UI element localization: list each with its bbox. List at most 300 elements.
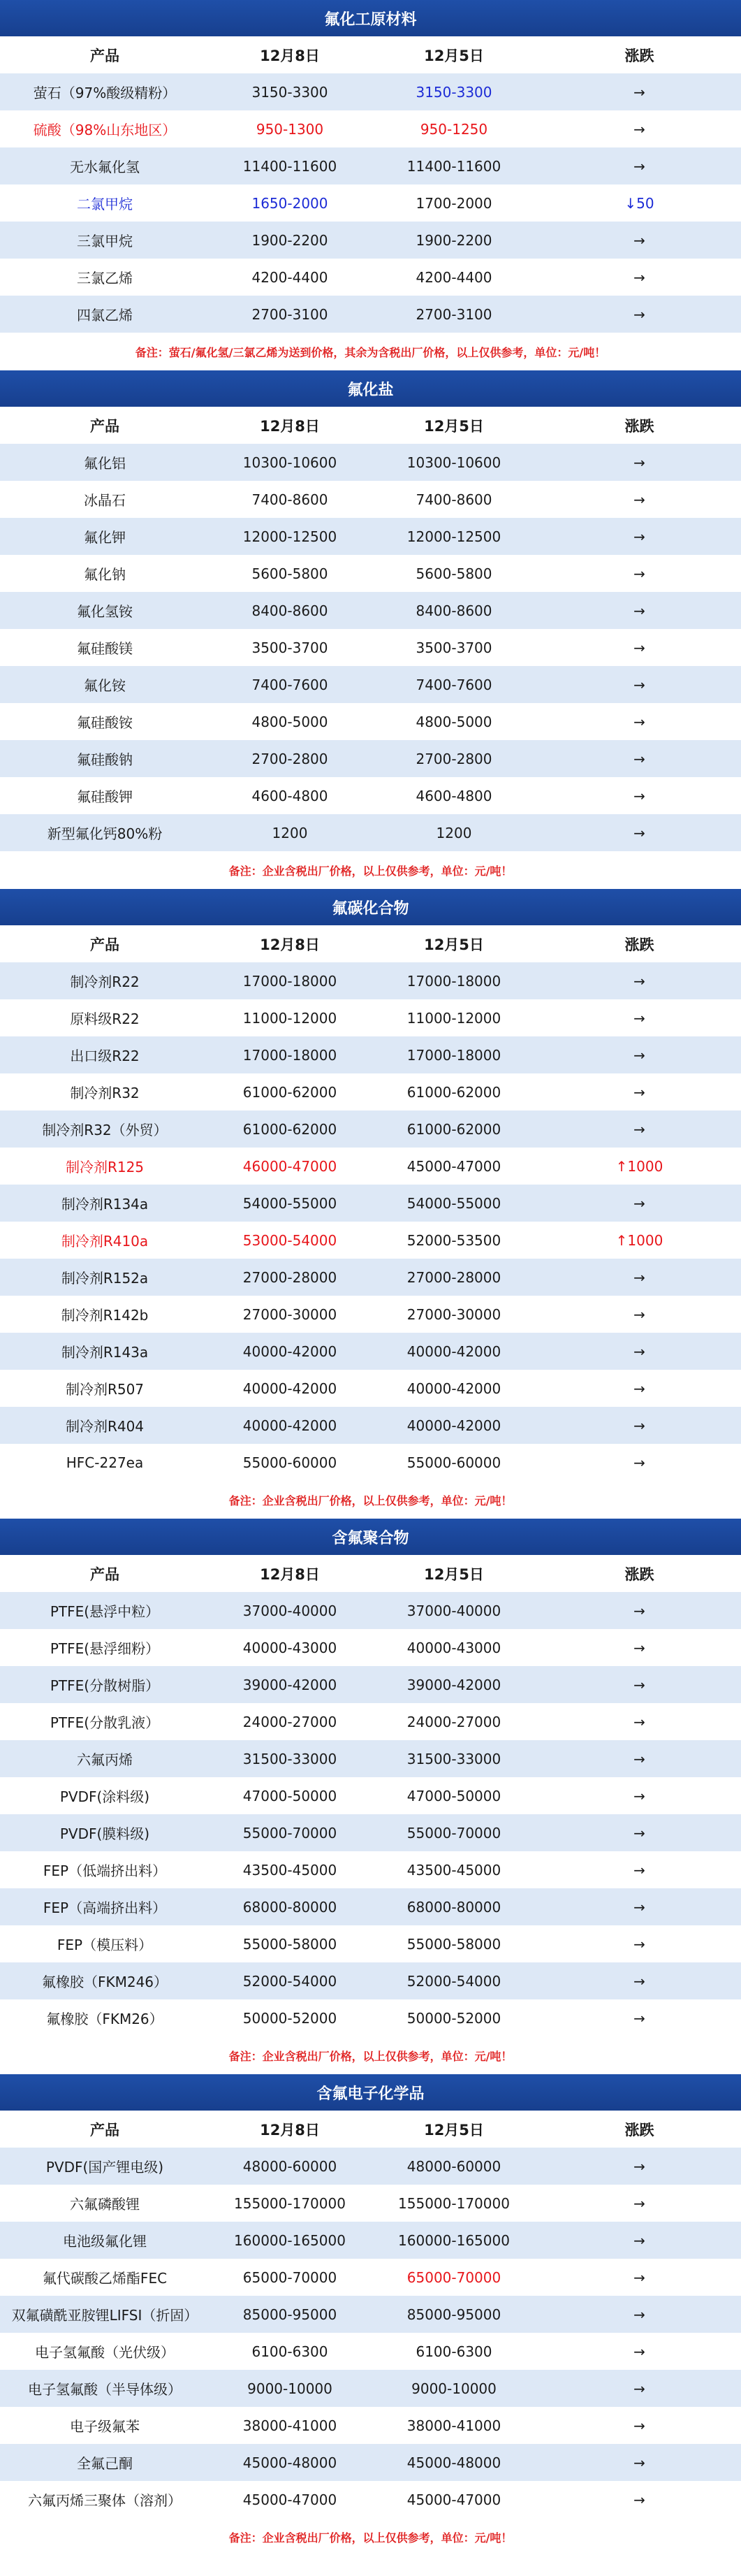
table-row	[0, 2444, 741, 2481]
column-header: 12月8日	[260, 936, 320, 953]
product-cell: 氟化铵	[84, 677, 126, 694]
price-dec5-cell: 1200	[436, 824, 472, 841]
product-cell: 冰晶石	[84, 492, 126, 509]
column-header: 涨跌	[624, 2121, 654, 2139]
change-cell: ↑1000	[615, 1157, 663, 1175]
price-dec8-cell: 2700-2800	[251, 750, 328, 767]
price-dec5-cell: 17000-18000	[406, 972, 501, 990]
table-row	[0, 1296, 741, 1333]
table-row	[0, 1777, 741, 1814]
table-row	[0, 1110, 741, 1148]
change-cell: →	[633, 2306, 645, 2323]
table-row	[0, 814, 741, 851]
price-dec8-cell: 61000-62000	[242, 1083, 337, 1101]
price-dec8-cell: 10300-10600	[242, 454, 337, 471]
price-dec8-cell: 43500-45000	[242, 1861, 337, 1879]
table-row	[0, 592, 741, 629]
product-cell: 氟化钠	[84, 566, 126, 583]
product-cell: 氟硅酸镁	[77, 640, 133, 657]
table-row	[0, 740, 741, 777]
price-dec5-cell: 54000-55000	[406, 1194, 501, 1212]
price-dec5-cell: 45000-47000	[406, 1157, 501, 1175]
table-row	[0, 1888, 741, 1925]
price-dec8-cell: 17000-18000	[242, 972, 337, 990]
change-cell: →	[633, 268, 645, 286]
price-dec5-cell: 40000-42000	[406, 1343, 501, 1360]
change-cell: →	[633, 2380, 645, 2397]
table-row	[0, 1222, 741, 1259]
change-cell: →	[633, 2454, 645, 2471]
price-dec5-cell: 7400-7600	[416, 676, 492, 693]
table-row	[0, 1999, 741, 2036]
product-cell: 氟橡胶（FKM246）	[41, 1974, 168, 1990]
table-row	[0, 2481, 741, 2518]
price-dec8-cell: 85000-95000	[242, 2306, 337, 2323]
product-cell: 氟代碳酸乙烯酯FEC	[42, 2270, 168, 2287]
price-dec5-cell: 40000-42000	[406, 1417, 501, 1434]
column-header: 12月5日	[424, 936, 484, 953]
section-title: 氟碳化合物	[0, 889, 741, 925]
price-dec8-cell: 68000-80000	[242, 1898, 337, 1916]
column-header: 涨跌	[624, 417, 654, 435]
price-dec5-cell: 6100-6300	[416, 2343, 492, 2360]
table-row	[0, 2296, 741, 2333]
product-cell: 二氯甲烷	[77, 196, 133, 212]
price-dec8-cell: 4800-5000	[251, 713, 328, 730]
price-dec5-cell: 12000-12500	[406, 528, 501, 545]
price-dec5-cell: 4600-4800	[416, 787, 492, 804]
table-row	[0, 444, 741, 481]
column-header: 涨跌	[624, 936, 654, 953]
section-note: 备注：企业含税出厂价格，以上仅供参考，单位：元/吨！	[228, 1493, 513, 1507]
product-cell: 全氟己酮	[77, 2455, 133, 2472]
price-dec5-cell: 160000-165000	[398, 2231, 510, 2249]
table-row	[0, 1148, 741, 1185]
product-cell: 制冷剂R507	[65, 1381, 145, 1398]
product-cell: 萤石（97%酸级精粉）	[33, 85, 177, 101]
price-dec5-cell: 37000-40000	[406, 1602, 501, 1619]
price-dec8-cell: 40000-42000	[242, 1417, 337, 1434]
section-note: 备注：萤石/氟化氢/三氯乙烯为送到价格，其余为含税出厂价格，以上仅供参考，单位：元/吨！	[135, 345, 606, 359]
price-dec5-cell: 45000-48000	[406, 2454, 501, 2471]
table-row	[0, 296, 741, 333]
change-cell: →	[633, 1935, 645, 1953]
table-row	[0, 1185, 741, 1222]
price-dec5-cell: 27000-28000	[406, 1268, 501, 1286]
table-header-row	[0, 2111, 741, 2148]
product-cell: 氟化铝	[84, 455, 126, 472]
price-dec8-cell: 12000-12500	[242, 528, 337, 545]
price-dec5-cell: 40000-43000	[406, 1639, 501, 1656]
price-dec8-cell: 1200	[272, 824, 308, 841]
change-cell: →	[633, 1824, 645, 1841]
price-dec5-cell: 4800-5000	[416, 713, 492, 730]
price-dec5-cell: 55000-58000	[406, 1935, 501, 1953]
price-dec5-cell: 7400-8600	[416, 491, 492, 508]
table-row	[0, 703, 741, 740]
price-dec8-cell: 40000-43000	[242, 1639, 337, 1656]
price-dec8-cell: 38000-41000	[242, 2417, 337, 2434]
table-row	[0, 666, 741, 703]
price-dec8-cell: 55000-70000	[242, 1824, 337, 1841]
product-cell: 三氯乙烯	[77, 270, 133, 287]
price-dec5-cell: 5600-5800	[416, 565, 492, 582]
table-row	[0, 962, 741, 999]
price-dec8-cell: 24000-27000	[242, 1713, 337, 1730]
price-dec8-cell: 46000-47000	[242, 1157, 337, 1175]
price-dec5-cell: 68000-80000	[406, 1898, 501, 1916]
price-dec8-cell: 45000-47000	[242, 2491, 337, 2508]
change-cell: →	[633, 1676, 645, 1693]
change-cell: ↑1000	[615, 1231, 663, 1249]
price-dec5-cell: 1700-2000	[416, 194, 492, 212]
column-header: 涨跌	[624, 1565, 654, 1583]
table-row	[0, 2222, 741, 2259]
change-cell: →	[633, 1454, 645, 1471]
price-dec5-cell: 24000-27000	[406, 1713, 501, 1730]
product-cell: 制冷剂R134a	[61, 1196, 149, 1213]
change-cell: →	[633, 639, 645, 656]
price-dec8-cell: 3150-3300	[251, 83, 328, 101]
price-dec8-cell: 55000-58000	[242, 1935, 337, 1953]
price-dec5-cell: 11000-12000	[406, 1009, 501, 1027]
product-cell: PTFE(悬浮中粒）	[50, 1603, 160, 1620]
price-dec8-cell: 11400-11600	[242, 157, 337, 175]
table-header-row	[0, 925, 741, 962]
product-cell: 四氯乙烯	[77, 307, 133, 324]
product-cell: 无水氟化氢	[70, 159, 140, 175]
change-cell: →	[633, 120, 645, 138]
table-row	[0, 2185, 741, 2222]
price-dec5-cell: 38000-41000	[406, 2417, 501, 2434]
price-dec5-cell: 47000-50000	[406, 1787, 501, 1804]
product-cell: 三氯甲烷	[77, 233, 133, 249]
change-cell: →	[633, 2231, 645, 2249]
change-cell: →	[633, 1268, 645, 1286]
change-cell: →	[633, 1380, 645, 1397]
product-cell: 电子氢氟酸（半导体级）	[28, 2381, 182, 2398]
price-dec8-cell: 9000-10000	[247, 2380, 332, 2397]
price-dec5-cell: 4200-4400	[416, 268, 492, 286]
price-dec5-cell: 65000-70000	[406, 2269, 501, 2286]
column-header: 12月5日	[424, 47, 484, 64]
table-row	[0, 1962, 741, 1999]
price-dec5-cell: 55000-70000	[406, 1824, 501, 1841]
change-cell: →	[633, 1343, 645, 1360]
table-row	[0, 518, 741, 555]
table-row	[0, 222, 741, 259]
price-dec8-cell: 1650-2000	[251, 194, 328, 212]
change-cell: →	[633, 1750, 645, 1767]
product-cell: 原料级R22	[70, 1011, 140, 1027]
price-dec8-cell: 4600-4800	[251, 787, 328, 804]
product-cell: 氟硅酸钾	[77, 788, 133, 805]
product-cell: 双氟磺酰亚胺锂LIFSI（折固）	[11, 2307, 198, 2324]
change-cell: →	[633, 1787, 645, 1804]
table-row	[0, 2148, 741, 2185]
change-cell: →	[633, 1046, 645, 1064]
price-dec5-cell: 3500-3700	[416, 639, 492, 656]
table-row	[0, 999, 741, 1036]
price-dec5-cell: 155000-170000	[398, 2194, 510, 2212]
table-row	[0, 73, 741, 110]
change-cell: →	[633, 713, 645, 730]
table-row	[0, 1259, 741, 1296]
product-cell: 氟化钾	[84, 529, 126, 546]
change-cell: →	[633, 1305, 645, 1323]
product-cell: PVDF(膜料级)	[59, 1825, 150, 1842]
price-dec8-cell: 52000-54000	[242, 1972, 337, 1990]
product-cell: 新型氟化钙80%粉	[47, 825, 163, 842]
table-row	[0, 1444, 741, 1481]
change-cell: →	[633, 1120, 645, 1138]
product-cell: 制冷剂R152a	[61, 1270, 149, 1287]
price-dec8-cell: 39000-42000	[242, 1676, 337, 1693]
price-dec5-cell: 61000-62000	[406, 1120, 501, 1138]
price-dec8-cell: 950-1300	[256, 120, 324, 138]
change-cell: →	[633, 157, 645, 175]
table-row	[0, 1851, 741, 1888]
price-dec5-cell: 61000-62000	[406, 1083, 501, 1101]
table-row	[0, 259, 741, 296]
price-dec5-cell: 48000-60000	[406, 2157, 501, 2175]
price-dec8-cell: 53000-54000	[242, 1231, 337, 1249]
price-dec5-cell: 950-1250	[420, 120, 488, 138]
table-row	[0, 1073, 741, 1110]
change-cell: →	[633, 1602, 645, 1619]
change-cell: →	[633, 231, 645, 249]
table-row	[0, 2370, 741, 2407]
price-dec5-cell: 8400-8600	[416, 602, 492, 619]
price-dec8-cell: 27000-30000	[242, 1305, 337, 1323]
column-header: 12月5日	[424, 417, 484, 435]
change-cell: →	[633, 2194, 645, 2212]
column-header: 12月5日	[424, 2121, 484, 2139]
price-dec5-cell: 9000-10000	[411, 2380, 497, 2397]
column-header: 12月5日	[424, 1565, 484, 1583]
table-row	[0, 481, 741, 518]
price-dec8-cell: 7400-8600	[251, 491, 328, 508]
product-cell: 制冷剂R143a	[61, 1344, 149, 1361]
change-cell: →	[633, 1194, 645, 1212]
price-dec8-cell: 4200-4400	[251, 268, 328, 286]
change-cell: →	[633, 528, 645, 545]
price-dec5-cell: 2700-3100	[416, 305, 492, 323]
section-note: 备注：企业含税出厂价格，以上仅供参考，单位：元/吨！	[228, 2049, 513, 2063]
change-cell: →	[633, 824, 645, 841]
product-cell: PTFE(分散树脂）	[50, 1677, 160, 1694]
product-cell: PVDF(涂料级)	[59, 1788, 150, 1805]
price-dec5-cell: 55000-60000	[406, 1454, 501, 1471]
product-cell: 氟硅酸钠	[77, 751, 133, 768]
change-cell: →	[633, 305, 645, 323]
change-cell: →	[633, 83, 645, 101]
price-dec8-cell: 7400-7600	[251, 676, 328, 693]
table-row	[0, 1925, 741, 1962]
price-dec5-cell: 52000-54000	[406, 1972, 501, 1990]
table-row	[0, 184, 741, 222]
change-cell: →	[633, 2343, 645, 2360]
price-dec5-cell: 1900-2200	[416, 231, 492, 249]
price-section	[0, 889, 741, 1519]
price-dec8-cell: 40000-42000	[242, 1343, 337, 1360]
price-dec8-cell: 45000-48000	[242, 2454, 337, 2471]
change-cell: →	[633, 1898, 645, 1916]
product-cell: 制冷剂R32（外贸）	[42, 1122, 168, 1138]
column-header: 产品	[90, 47, 119, 64]
price-dec8-cell: 48000-60000	[242, 2157, 337, 2175]
table-row	[0, 147, 741, 184]
column-header: 12月8日	[260, 417, 320, 435]
table-row	[0, 1629, 741, 1666]
change-cell: →	[633, 491, 645, 508]
price-dec8-cell: 2700-3100	[251, 305, 328, 323]
section-note: 备注：企业含税出厂价格，以上仅供参考，单位：元/吨！	[228, 864, 513, 878]
change-cell: ↓50	[624, 194, 654, 212]
product-cell: 电子级氟苯	[70, 2418, 140, 2435]
change-cell: →	[633, 676, 645, 693]
product-cell: 六氟磷酸锂	[70, 2196, 140, 2213]
price-dec5-cell: 10300-10600	[406, 454, 501, 471]
price-dec5-cell: 45000-47000	[406, 2491, 501, 2508]
product-cell: 制冷剂R404	[65, 1418, 145, 1435]
price-dec5-cell: 39000-42000	[406, 1676, 501, 1693]
section-title: 含氟聚合物	[0, 1519, 741, 1555]
table-row	[0, 1592, 741, 1629]
product-cell: 六氟丙烯	[77, 1751, 133, 1768]
price-dec8-cell: 61000-62000	[242, 1120, 337, 1138]
price-dec8-cell: 54000-55000	[242, 1194, 337, 1212]
change-cell: →	[633, 787, 645, 804]
change-cell: →	[633, 750, 645, 767]
column-header: 12月8日	[260, 2121, 320, 2139]
product-cell: FEP（高端挤出料）	[43, 1900, 167, 1916]
change-cell: →	[633, 1972, 645, 1990]
product-cell: 六氟丙烯三聚体（溶剂）	[28, 2492, 182, 2509]
price-dec8-cell: 40000-42000	[242, 1380, 337, 1397]
change-cell: →	[633, 1009, 645, 1027]
product-cell: 电池级氟化锂	[63, 2233, 147, 2250]
table-row	[0, 1036, 741, 1073]
table-row	[0, 1814, 741, 1851]
price-dec5-cell: 40000-42000	[406, 1380, 501, 1397]
table-row	[0, 1333, 741, 1370]
price-dec5-cell: 43500-45000	[406, 1861, 501, 1879]
price-dec5-cell: 3150-3300	[416, 83, 492, 101]
table-row	[0, 110, 741, 147]
price-dec8-cell: 160000-165000	[234, 2231, 346, 2249]
product-cell: 制冷剂R410a	[61, 1233, 149, 1250]
price-dec8-cell: 6100-6300	[251, 2343, 328, 2360]
price-section	[0, 1519, 741, 2074]
product-cell: 出口级R22	[70, 1048, 140, 1064]
change-cell: →	[633, 1639, 645, 1656]
column-header: 12月8日	[260, 1565, 320, 1583]
product-cell: FEP（模压料）	[57, 1937, 153, 1953]
change-cell: →	[633, 1083, 645, 1101]
change-cell: →	[633, 2491, 645, 2508]
price-dec8-cell: 27000-28000	[242, 1268, 337, 1286]
change-cell: →	[633, 2417, 645, 2434]
table-row	[0, 2259, 741, 2296]
table-header-row	[0, 1555, 741, 1592]
price-dec5-cell: 17000-18000	[406, 1046, 501, 1064]
product-cell: 制冷剂R142b	[61, 1307, 149, 1324]
change-cell: →	[633, 602, 645, 619]
change-cell: →	[633, 2009, 645, 2027]
column-header: 产品	[90, 417, 119, 435]
price-dec5-cell: 2700-2800	[416, 750, 492, 767]
section-title: 氟化盐	[0, 370, 741, 407]
table-row	[0, 1666, 741, 1703]
product-cell: 氟橡胶（FKM26）	[46, 2011, 163, 2027]
change-cell: →	[633, 1713, 645, 1730]
table-row	[0, 777, 741, 814]
table-header-row	[0, 36, 741, 73]
change-cell: →	[633, 2269, 645, 2286]
product-cell: PTFE(分散乳液）	[50, 1714, 160, 1731]
change-cell: →	[633, 1861, 645, 1879]
price-dec8-cell: 17000-18000	[242, 1046, 337, 1064]
price-dec5-cell: 52000-53500	[406, 1231, 501, 1249]
table-row	[0, 555, 741, 592]
price-dec8-cell: 37000-40000	[242, 1602, 337, 1619]
change-cell: →	[633, 565, 645, 582]
price-dec8-cell: 65000-70000	[242, 2269, 337, 2286]
change-cell: →	[633, 454, 645, 471]
price-dec8-cell: 155000-170000	[234, 2194, 346, 2212]
table-row	[0, 2333, 741, 2370]
section-title: 氟化工原材料	[0, 0, 741, 36]
price-dec8-cell: 5600-5800	[251, 565, 328, 582]
price-dec8-cell: 55000-60000	[242, 1454, 337, 1471]
change-cell: →	[633, 2157, 645, 2175]
product-cell: FEP（低端挤出料）	[43, 1862, 167, 1879]
product-cell: 氟硅酸铵	[77, 714, 133, 731]
column-header: 产品	[90, 1565, 119, 1583]
product-cell: 制冷剂R22	[70, 974, 140, 990]
product-cell: PTFE(悬浮细粉）	[50, 1640, 160, 1657]
table-row	[0, 1703, 741, 1740]
product-cell: 制冷剂R125	[65, 1159, 145, 1175]
price-dec5-cell: 11400-11600	[406, 157, 501, 175]
product-cell: PVDF(国产锂电级)	[45, 2159, 164, 2176]
product-cell: HFC-227ea	[66, 1454, 144, 1471]
change-cell: →	[633, 972, 645, 990]
table-row	[0, 2407, 741, 2444]
price-dec8-cell: 8400-8600	[251, 602, 328, 619]
table-row	[0, 1740, 741, 1777]
table-header-row	[0, 407, 741, 444]
price-dec5-cell: 50000-52000	[406, 2009, 501, 2027]
price-dec8-cell: 31500-33000	[242, 1750, 337, 1767]
price-dec8-cell: 47000-50000	[242, 1787, 337, 1804]
column-header: 产品	[90, 936, 119, 953]
price-section	[0, 0, 741, 370]
price-dec8-cell: 11000-12000	[242, 1009, 337, 1027]
table-row	[0, 1407, 741, 1444]
price-section	[0, 370, 741, 889]
price-dec8-cell: 50000-52000	[242, 2009, 337, 2027]
column-header: 产品	[90, 2121, 119, 2139]
product-cell: 制冷剂R32	[70, 1085, 140, 1101]
table-row	[0, 1370, 741, 1407]
column-header: 涨跌	[624, 47, 654, 64]
product-cell: 硫酸（98%山东地区）	[33, 122, 177, 138]
product-cell: 电子氢氟酸（光伏级）	[35, 2344, 175, 2361]
price-dec8-cell: 3500-3700	[251, 639, 328, 656]
table-row	[0, 629, 741, 666]
